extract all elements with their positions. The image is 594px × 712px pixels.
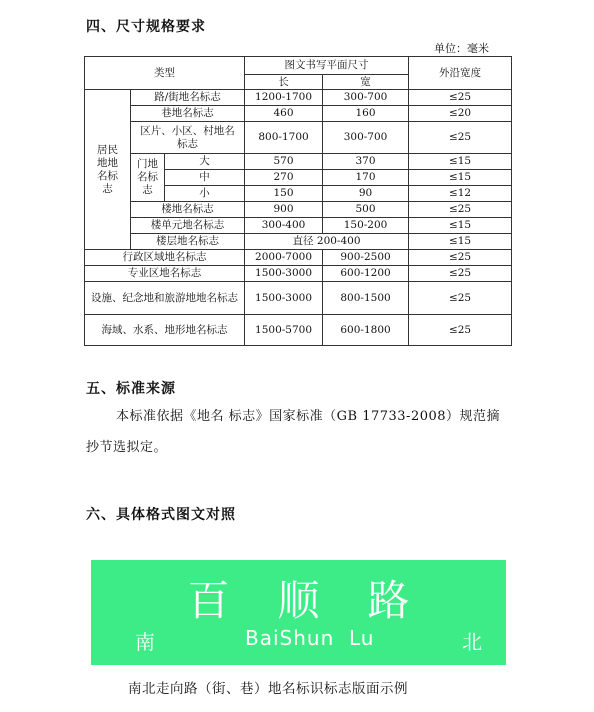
street-sign-example <box>91 560 506 665</box>
row-length: 570 <box>245 154 323 170</box>
row-name: 专业区地名标志 <box>85 266 245 282</box>
row-margin: ≤12 <box>409 186 512 202</box>
section5-paragraph-line1: 本标准依据《地名 标志》国家标准（GB 17733-2008）规范摘 <box>116 409 501 424</box>
header-length: 长 <box>245 75 323 90</box>
section6-heading: 六、具体格式图文对照 <box>86 507 236 523</box>
row-margin: ≤20 <box>409 106 512 122</box>
row-name: 巷地名标志 <box>131 106 245 122</box>
row-width: 500 <box>323 202 409 218</box>
row-width: 90 <box>323 186 409 202</box>
row-name: 楼单元地名标志 <box>131 218 245 234</box>
row-length: 1500-3000 <box>245 282 323 315</box>
row-margin: ≤25 <box>409 90 512 106</box>
row-width: 900-2500 <box>323 250 409 266</box>
row-length: 900 <box>245 202 323 218</box>
row-width: 150-200 <box>323 218 409 234</box>
row-length: 460 <box>245 106 323 122</box>
row-margin: ≤25 <box>409 282 512 315</box>
row-width: 170 <box>323 170 409 186</box>
row-name: 楼层地名标志 <box>131 234 245 250</box>
row-width: 160 <box>323 106 409 122</box>
row-length: 2000-7000 <box>245 250 323 266</box>
sign-pinyin: BaiShun Lu <box>245 626 375 650</box>
section5-heading: 五、标准来源 <box>86 381 176 397</box>
figure-caption: 南北走向路（街、巷）地名标识标志版面示例 <box>128 681 408 697</box>
row-length: 1200-1700 <box>245 90 323 106</box>
row-margin: ≤25 <box>409 122 512 154</box>
group-label-residential: 居民地地名标志 <box>85 90 131 250</box>
row-width: 300-700 <box>323 122 409 154</box>
row-name: 设施、纪念地和旅游地地名标志 <box>85 282 245 315</box>
row-name: 海域、水系、地形地名标志 <box>85 315 245 346</box>
row-width: 600-1800 <box>323 315 409 346</box>
row-length: 150 <box>245 186 323 202</box>
row-margin: ≤15 <box>409 234 512 250</box>
row-name: 大 <box>165 154 245 170</box>
row-length: 1500-3000 <box>245 266 323 282</box>
row-width: 800-1500 <box>323 282 409 315</box>
row-name: 小 <box>165 186 245 202</box>
header-margin: 外沿宽度 <box>409 57 512 90</box>
row-name: 中 <box>165 170 245 186</box>
unit-label: 单位：毫米 <box>434 42 489 55</box>
row-margin: ≤25 <box>409 266 512 282</box>
sign-direction-right: 北 <box>462 630 482 654</box>
row-name: 路/街地名标志 <box>131 90 245 106</box>
row-margin: ≤15 <box>409 170 512 186</box>
row-length: 270 <box>245 170 323 186</box>
row-margin: ≤25 <box>409 250 512 266</box>
row-width: 300-700 <box>323 90 409 106</box>
header-type: 类型 <box>85 57 245 90</box>
row-margin: ≤15 <box>409 218 512 234</box>
row-name: 楼地名标志 <box>131 202 245 218</box>
row-width: 600-1200 <box>323 266 409 282</box>
row-margin: ≤15 <box>409 154 512 170</box>
header-size-group: 图文书写平面尺寸 <box>245 57 409 75</box>
row-length: 800-1700 <box>245 122 323 154</box>
door-label: 门地名标志 <box>131 154 165 202</box>
sign-title: 百顺路 <box>187 576 458 625</box>
row-width: 370 <box>323 154 409 170</box>
row-margin: ≤25 <box>409 315 512 346</box>
section4-heading: 四、尺寸规格要求 <box>86 19 206 35</box>
sign-direction-left: 南 <box>135 630 155 654</box>
row-length: 300-400 <box>245 218 323 234</box>
row-length: 1500-5700 <box>245 315 323 346</box>
spec-table <box>84 56 512 346</box>
row-diameter: 直径 200-400 <box>245 234 409 250</box>
row-name: 区片、小区、村地名标志 <box>131 122 245 154</box>
row-name: 行政区域地名标志 <box>85 250 245 266</box>
section5-paragraph-line2: 抄节选拟定。 <box>86 440 168 455</box>
row-margin: ≤25 <box>409 202 512 218</box>
header-width: 宽 <box>323 75 409 90</box>
